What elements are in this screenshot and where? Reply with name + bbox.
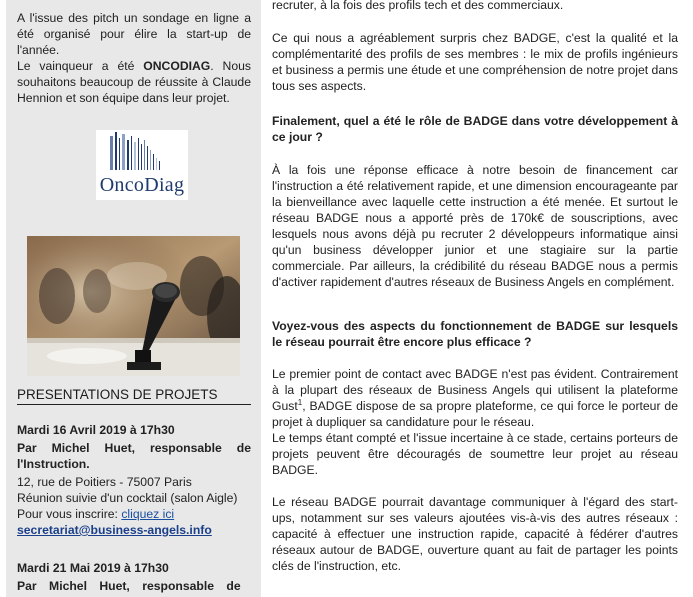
event-1-register: [17, 506, 251, 522]
oncodiag-barcode-icon: [96, 130, 188, 174]
conference-microphone-icon: [27, 236, 240, 376]
question-1: Finalement, quel a été le rôle de BADGE dans votre développement à ce jour ?: [272, 114, 678, 144]
secretariat-email-link[interactable]: secretariat@business-angels.info: [17, 523, 212, 537]
winner-prefix: Le vainqueur a été: [17, 59, 144, 73]
article-paragraph-1: Ce qui nous a agréablement surpris chez BADGE, c'est la qualité et la complémentarité des profils de ses membres : le mix de profils ingénieurs et business a permis une étude et une compréhension de notre projet dans tous ses aspects.: [272, 31, 678, 93]
article-paragraph-2: À la fois une réponse efficace à notre besoin de financement car l'instruction a été relativement rapide, et une dimension encourageante par la bienveillance avec laquelle cette instruction a été menée. Et surtout le réseau BADGE nous a apporté près de 170k€ de souscriptions, avec lesquels nous avons déjà pu recruter 2 développeurs informatique ainsi qu'un business développer junior et une stagiaire sur la partie commerciale. Par ailleurs, la crédibilité du réseau BADGE nous a permis d'activer rapidement d'autres réseaux de Business Angels en complément.: [272, 163, 678, 289]
article-paragraph-3: [272, 366, 678, 430]
left-sidebar: [6, 0, 261, 597]
event-1-note: Réunion suivie d'un cocktail (salon Aigle): [17, 491, 238, 505]
event-1-speaker: Par Michel Huet, responsable de l'Instruction.: [17, 441, 251, 471]
paragraph-3-part-b: , BADGE dispose de sa propre plateforme, ce qui force le porteur de projet à dupliquer sa candidature pour le réseau.: [272, 399, 678, 429]
article-paragraph-5: Le réseau BADGE pourrait davantage communiquer à l'égard des start-ups, notamment sur ses valeurs ajoutées vis-à-vis des autres réseaux : capacité à effectuer une instruction rapide, capacité à fédérer d'autres réseaux autour de BADGE, ouverture quant au fait de partager les points clés de l'instruction, etc.: [272, 495, 678, 573]
interview-article: [262, 0, 693, 597]
event-2: [17, 560, 251, 594]
vote-intro-text: A l'issue des pitch un sondage en ligne a été organisé pour élire la start-up de l'année.: [17, 11, 251, 57]
event-1-date: Mardi 16 Avril 2019 à 17h30: [17, 423, 175, 437]
winner-suffix: . Nous souhaitons beaucoup de réussite à Claude Hennion et son équipe dans leur projet.: [17, 59, 251, 105]
footnote-marker: 1: [297, 397, 303, 407]
question-2: Voyez-vous des aspects du fonctionnement de BADGE sur lesquels le réseau pourrait être encore plus efficace ?: [272, 319, 678, 349]
event-2-speaker: Par Michel Huet, responsable de: [17, 579, 241, 593]
oncodiag-logo: [96, 130, 188, 200]
article-paragraph-4: Le temps étant compté et l'issue incertaine à ce stade, certains porteurs de projets peuvent être découragés de soumettre leur projet au réseau BADGE.: [272, 431, 678, 477]
paragraph-3-part-a: Le premier point de contact avec BADGE n'est pas évident. Contrairement à la plupart des réseaux de Business Angels qui utilisent la plateforme Gust: [272, 367, 678, 413]
register-prefix: Pour vous inscrire:: [17, 507, 122, 521]
oncodiag-logo-text: OncoDiag: [99, 174, 185, 196]
winner-name: ONCODIAG: [143, 59, 211, 73]
conference-photo: [27, 236, 240, 376]
startup-vote-announcement: [17, 10, 251, 106]
event-1: [17, 422, 251, 538]
article-paragraph-0: recruter, à la fois des profils tech et des commerciaux.: [272, 0, 564, 12]
section-title-project-presentations: PRESENTATIONS DE PROJETS: [17, 386, 251, 405]
event-1-address: 12, rue de Poitiers - 75007 Paris: [17, 475, 192, 489]
register-link[interactable]: cliquez ici: [121, 507, 175, 521]
event-2-date: Mardi 21 Mai 2019 à 17h30: [17, 561, 169, 575]
